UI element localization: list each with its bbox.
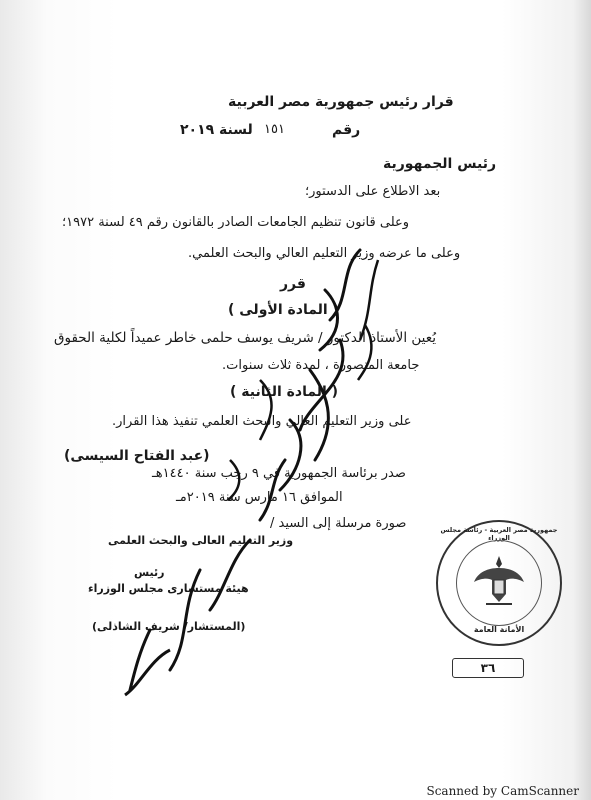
- minister-line: وزير التعليم العالى والبحث العلمى: [108, 534, 294, 547]
- eagle-emblem-icon: [468, 550, 530, 612]
- issuer: رئيس الجمهورية: [383, 156, 497, 172]
- cabinet-body: هيئة مستشارى مجلس الوزراء: [88, 582, 249, 595]
- decree-number-label: رقم: [332, 122, 361, 138]
- official-stamp: [436, 520, 562, 646]
- preamble-1: بعد الاطلاع على الدستور؛: [305, 184, 441, 199]
- article2-heading: ( المادة الثانية ): [230, 384, 339, 400]
- decree-year: لسنة ٢٠١٩: [180, 122, 253, 138]
- decree-number: ١٥١: [264, 122, 285, 137]
- page-number-box: ٣٦: [452, 658, 524, 678]
- stamp-bottom-text: الأمانة العامة: [473, 625, 525, 634]
- counselor-line: (المستشار/ شريف الشاذلى): [92, 620, 246, 633]
- article1-line2: جامعة المنصورة ، لمدة ثلاث سنوات.: [222, 358, 420, 373]
- copy-to: صورة مرسلة إلى السيد /: [270, 516, 407, 531]
- article1-line1: يُعين الأستاذ الدكتور / شريف يوسف حلمى خاطر عميداً لكلية الحقوق: [54, 330, 436, 346]
- stamp-top-text: جمهورية مصر العربية - رئاسة مجلس الوزراء: [440, 526, 558, 542]
- signature-scribble: [110, 230, 390, 700]
- president-name: (عبد الفتاح السيسى): [64, 448, 210, 464]
- preamble-3: وعلى ما عرضه وزير التعليم العالي والبحث العلمي.: [188, 246, 461, 261]
- issued-line: صدر برئاسة الجمهورية في ٩ رجب سنة ١٤٤٠هـ: [152, 466, 406, 481]
- corresponding-line: الموافق ١٦ مارس سنة ٢٠١٩مـ: [176, 490, 343, 505]
- scanner-watermark: Scanned by CamScanner: [426, 784, 579, 798]
- article1-heading: ( المادة الأولى ): [228, 302, 339, 318]
- decided: قرر: [280, 276, 306, 292]
- head-title: رئيس: [134, 566, 165, 579]
- preamble-2: وعلى قانون تنظيم الجامعات الصادر بالقانون رقم ٤٩ لسنة ١٩٧٢؛: [62, 215, 410, 230]
- article2-text: على وزير التعليم العالي والبحث العلمي تنفيذ هذا القرار.: [112, 414, 412, 429]
- decree-title: قرار رئيس جمهورية مصر العربية: [228, 94, 454, 110]
